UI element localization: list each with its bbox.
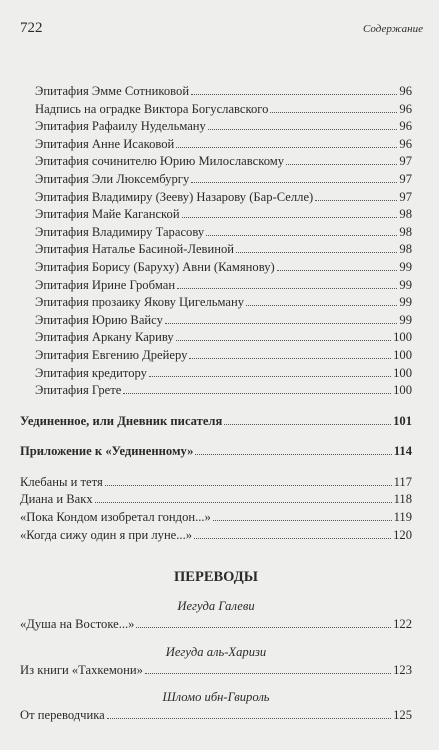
dot-leader (136, 627, 391, 628)
toc-entry (20, 383, 412, 401)
entry-title: Эпитафия кредитору (35, 365, 147, 380)
dot-leader (177, 288, 397, 289)
table-of-contents (20, 84, 412, 726)
entry-page: 99 (399, 277, 412, 292)
dot-leader (206, 235, 397, 236)
entry-title: Уединенное, или Дневник писателя (20, 413, 223, 428)
toc-entry (20, 330, 412, 348)
toc-entry (20, 475, 412, 493)
page-number: 722 (20, 20, 43, 36)
toc-entry (20, 84, 412, 102)
toc-entry (20, 190, 412, 208)
entry-page: 122 (393, 617, 412, 632)
entry-title: Эпитафия Рафаилу Нудельману (35, 119, 206, 134)
toc-entry (20, 119, 412, 137)
toc-entry (20, 225, 412, 243)
translations-list (20, 597, 412, 726)
entry-title: Эпитафия Юрию Вайсу (35, 312, 163, 327)
dot-leader (224, 424, 391, 425)
toc-entry (20, 492, 412, 510)
entry-page: 96 (399, 84, 412, 98)
entry-page: 114 (393, 444, 412, 459)
entry-page: 98 (399, 224, 412, 239)
entry-title: Эпитафия Ирине Гробман (35, 277, 176, 292)
entry-page: 100 (393, 347, 412, 362)
entry-title: Эпитафия прозаику Якову Цигельману (35, 295, 245, 310)
entry-page: 117 (393, 474, 412, 489)
entry-page: 98 (399, 207, 412, 222)
toc-entry (20, 708, 412, 726)
entry-title: «Душа на Востоке...» (20, 617, 135, 632)
toc-entry (20, 102, 412, 120)
dot-leader (191, 182, 397, 183)
entry-page: 100 (393, 365, 412, 380)
entry-page: 119 (393, 510, 412, 525)
toc-entry (20, 137, 412, 155)
toc-entry (20, 313, 412, 331)
toc-entry (20, 207, 412, 225)
dot-leader (123, 393, 391, 394)
dot-leader (149, 376, 391, 377)
toc-entry (20, 242, 412, 260)
entry-title: От переводчика (20, 708, 105, 723)
section-heading-translations: ПЕРЕВОДЫ (174, 569, 258, 586)
dot-leader (176, 147, 397, 148)
entry-title: Надпись на оградке Виктора Богуславского (35, 101, 269, 116)
entry-page: 99 (399, 259, 412, 274)
toc-entry (20, 154, 412, 172)
dot-leader (176, 340, 391, 341)
dot-leader (145, 673, 391, 674)
entry-title: Из книги «Тахкемони» (20, 662, 143, 677)
translation-author: Иегуда аль-Харизи (165, 644, 267, 659)
toc-entry (20, 278, 412, 296)
entry-title: Эпитафия Грете (35, 383, 122, 398)
dot-leader (191, 94, 397, 95)
entry-page: 97 (399, 189, 412, 204)
entry-page: 96 (399, 119, 412, 134)
dot-leader (189, 358, 391, 359)
entry-title: Эпитафия Эли Люксембургу (35, 171, 190, 186)
dot-leader (277, 270, 398, 271)
entry-page: 99 (399, 312, 412, 327)
entry-title: Эпитафия Владимиру (Зееву) Назарову (Бар-Селле) (35, 189, 314, 204)
entry-page: 100 (393, 330, 412, 345)
entry-page: 97 (399, 171, 412, 186)
dot-leader (195, 454, 391, 455)
entry-title: Эпитафия сочинителю Юрию Милославскому (35, 154, 285, 169)
running-head: Содержание (362, 23, 423, 35)
entry-page: 120 (393, 527, 412, 542)
dot-leader (236, 252, 397, 253)
toc-entry-appendix (20, 444, 412, 462)
appendix-list (20, 475, 412, 545)
dot-leader (213, 520, 392, 521)
dot-leader (208, 129, 398, 130)
dot-leader (194, 538, 391, 539)
entry-title: Эпитафия Евгению Дрейеру (35, 347, 188, 362)
entry-page: 101 (393, 413, 412, 428)
entry-page: 123 (393, 662, 412, 677)
toc-entry (20, 260, 412, 278)
toc-entry (20, 366, 412, 384)
entry-title: «Пока Кондом изобретал гондон...» (20, 510, 211, 525)
toc-entry (20, 663, 412, 681)
toc-entry (20, 172, 412, 190)
entry-page: 96 (399, 101, 412, 116)
entry-title: Диана и Вакх (20, 492, 93, 507)
dot-leader (286, 164, 397, 165)
translation-author: Шломо ибн-Гвироль (162, 690, 270, 705)
dot-leader (105, 485, 392, 486)
entry-title: Эпитафия Аркану Кариву (35, 330, 174, 345)
entry-page: 96 (399, 136, 412, 151)
entry-title: Эпитафия Борису (Баруху) Авни (Камянову) (35, 259, 275, 274)
translation-author: Иегуда Галеви (177, 599, 255, 614)
entry-title: Эпитафия Анне Исаковой (35, 136, 175, 151)
entry-page: 100 (393, 383, 412, 398)
toc-entry (20, 348, 412, 366)
dot-leader (107, 718, 391, 719)
entry-page: 125 (393, 708, 412, 723)
entry-title: Эпитафия Владимиру Тарасову (35, 224, 205, 239)
toc-entry (20, 295, 412, 313)
dot-leader (95, 502, 392, 503)
toc-entry (20, 528, 412, 546)
entry-title: Клебаны и тетя (20, 474, 103, 489)
entry-title: Эпитафия Эмме Сотниковой (35, 84, 190, 98)
toc-entry (20, 510, 412, 528)
entry-title: «Когда сижу один я при луне...» (20, 527, 193, 542)
entry-page: 118 (393, 492, 412, 507)
toc-entry (20, 617, 412, 635)
entry-page: 99 (399, 295, 412, 310)
epitaph-list (20, 84, 412, 401)
entry-title: Эпитафия Наталье Басиной-Левиной (35, 242, 234, 257)
entry-page: 97 (399, 154, 412, 169)
dot-leader (270, 112, 397, 113)
dot-leader (246, 305, 397, 306)
entry-title: Приложение к «Уединенному» (20, 444, 194, 459)
dot-leader (315, 200, 397, 201)
page-header (20, 20, 423, 40)
toc-entry-diary (20, 414, 412, 432)
dot-leader (165, 323, 398, 324)
entry-title: Эпитафия Майе Каганской (35, 207, 180, 222)
dot-leader (182, 217, 398, 218)
entry-page: 98 (399, 242, 412, 257)
